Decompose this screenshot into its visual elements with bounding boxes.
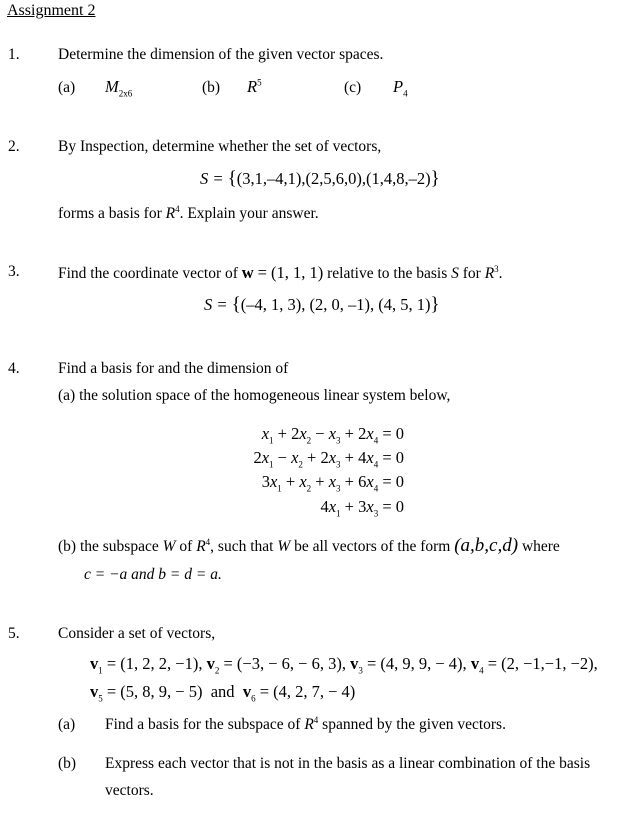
question-5-text: Consider a set of vectors,	[58, 625, 216, 642]
equation-variable: x	[261, 448, 270, 467]
equation-term: = 0	[378, 424, 404, 443]
equation-term: + 2	[340, 424, 367, 443]
question-2-text: By Inspection, determine whether the set of vectors,	[58, 138, 382, 155]
equation-term: −	[273, 448, 292, 467]
equation-term: + 2	[302, 448, 329, 467]
question-4-equation-2: $2x_1 - x_2 + 2x_3 + 4x_4 = 0$	[253, 448, 404, 470]
question-2-number: 2.	[8, 138, 20, 155]
question-4-equation-3: $3x_1 + x_2 + x_3 + 6x_4 = 0$	[261, 472, 404, 494]
question-1-part-a-label: (a)	[58, 79, 76, 96]
equation-term: + 6	[340, 472, 367, 491]
equation-variable: x	[299, 472, 307, 491]
equation-term: + 3	[340, 497, 367, 516]
question-5-vectors-line-2: $v_5 = (5$, 8, 9, − 5) and $v_6 = (4$, 2, 7, − 4)	[90, 682, 356, 704]
question-5-number: 5.	[8, 625, 20, 642]
question-5-part-b-line-2: vectors.	[105, 782, 154, 799]
question-1-part-b-label: (b)	[202, 79, 221, 96]
equation-term: +	[311, 472, 329, 491]
assignment-title: Assignment 2	[7, 2, 96, 19]
question-3-number: 3.	[8, 263, 20, 280]
question-5-part-a-text: Find a basis for the subspace of $R^4$ spanned by the given vectors.	[105, 714, 506, 733]
question-4-part-b: (b) the subspace W of $R^4$, such that W be all vectors of the form (a,b,c,d) where	[58, 535, 560, 556]
question-1-part-a-space: $M_{2x6}$	[105, 77, 133, 99]
equation-variable: x	[328, 448, 337, 467]
question-4-equation-1: $x_1 + 2x_2 - x_3 + 2x_4 = 0$	[261, 424, 404, 446]
equation-variable: x	[366, 497, 374, 516]
equation-variable: x	[328, 472, 337, 491]
equation-variable: x	[328, 497, 337, 516]
question-5-part-a-label: (a)	[58, 716, 76, 733]
question-3-basis-set: S = {(–4, 1, 3), (2, 0, –1), (4, 5, 1)}	[204, 294, 440, 315]
equation-term: = 0	[378, 497, 404, 516]
question-1-number: 1.	[8, 46, 20, 63]
question-4-part-a: (a) the solution space of the homogeneous linear system below,	[58, 387, 451, 404]
equation-variable: x	[366, 424, 374, 443]
equation-term: = 0	[378, 448, 404, 467]
equation-term: 3	[261, 472, 270, 491]
question-2-set: S = {(3,1,–4,1),(2,5,6,0),(1,4,8,–2)}	[200, 168, 440, 189]
question-1-part-b-space: $R^5$	[247, 77, 262, 96]
question-5-part-b-line-1: Express each vector that is not in the basis as a linear combination of the basis	[105, 755, 591, 772]
equation-term: + 2	[273, 424, 300, 443]
question-4-equation-4: $4x_1 + 3x_3 = 0$	[320, 497, 404, 519]
equation-variable: x	[366, 472, 374, 491]
question-2-line-2: forms a basis for $R^4$. Explain your answer.	[58, 203, 319, 222]
question-3-text: Find the coordinate vector of w = (1, 1, 1) relative to the basis S for $R^3$.	[58, 263, 503, 282]
question-1-part-c-space: $P_4$	[393, 77, 408, 99]
question-4-number: 4.	[8, 360, 20, 377]
equation-variable: x	[328, 424, 337, 443]
question-1-text: Determine the dimension of the given vector spaces.	[58, 46, 384, 63]
equation-term: −	[311, 424, 329, 443]
equation-variable: x	[299, 424, 307, 443]
equation-variable: x	[269, 472, 278, 491]
equation-variable: x	[261, 424, 270, 443]
question-1-part-c-label: (c)	[344, 79, 362, 96]
question-5-vectors-line-1: $v_1 = (1$, 2, 2, −1), $v_2 = (-3$, − 6, − 6, 3), $v_3 = (4$, 9, 9, − 4), $v_4 = (2$, −1,−1, −2),	[90, 654, 598, 676]
equation-variable: x	[366, 448, 374, 467]
equation-term: 2	[253, 448, 262, 467]
equation-term: 4	[320, 497, 329, 516]
question-5-part-b-label: (b)	[58, 755, 77, 772]
question-4-text: Find a basis for and the dimension of	[58, 360, 289, 377]
equation-term: + 4	[340, 448, 367, 467]
question-4-condition: c = −a and b = d = a.	[84, 566, 222, 583]
equation-term: = 0	[378, 472, 404, 491]
equation-term: +	[281, 472, 300, 491]
equation-variable: x	[291, 448, 299, 467]
